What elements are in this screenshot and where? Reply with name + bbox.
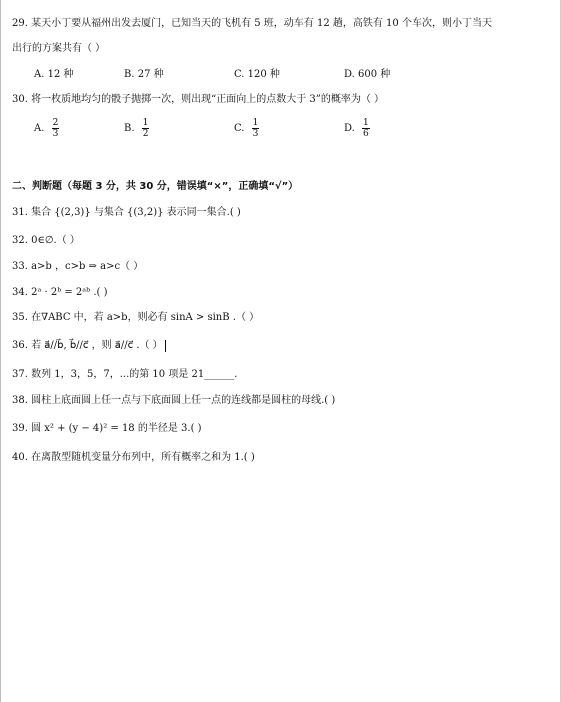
- fraction-numerator: 1: [142, 118, 149, 128]
- fraction-numerator: 2: [52, 118, 59, 128]
- q34: 34. 2ᵃ · 2ᵇ = 2ᵃᵇ .( ): [12, 287, 108, 298]
- fraction-denominator: 2: [142, 129, 149, 139]
- fraction-denominator: 6: [363, 129, 369, 139]
- fraction-denominator: 3: [252, 129, 259, 139]
- text-cursor: [165, 340, 166, 352]
- q30-option-c-label: C.: [234, 123, 245, 134]
- q33: 33. a>b ，c>b ⇒ a>c（ ）: [12, 261, 144, 272]
- q30-option-c-fraction: [252, 118, 260, 139]
- q35: 35. 在∇ABC 中，若 a>b，则必有 sinA > sinB .（ ）: [12, 312, 260, 323]
- q30-option-b-fraction: [142, 118, 150, 139]
- q36: 36. 若 a⃗//b⃗, b⃗//c⃗ ，则 a⃗//c⃗ .（ ）: [12, 340, 163, 351]
- q30-option-a-fraction: [52, 118, 60, 139]
- q30-option-d-label: D.: [344, 123, 355, 134]
- q30-option-b: [124, 118, 149, 139]
- q38: 38. 圆柱上底面圆上任一点与下底面圆上任一点的连线都是圆柱的母线.( ): [12, 395, 336, 406]
- q29-option-a: A. 12 种: [34, 69, 74, 80]
- q29-stem-line2: 出行的方案共有（ ）: [12, 43, 106, 54]
- q29-stem-line1: 29. 某天小丁要从福州出发去厦门，已知当天的飞机有 5 班，动车有 12 趟，高铁有 10 个车次，则小丁当天: [12, 18, 492, 29]
- q36-row: [12, 339, 166, 353]
- fraction-numerator: 1: [252, 118, 259, 128]
- q32: 32. 0∈∅.（ ）: [12, 235, 80, 246]
- q39: 39. 圆 x² + (y − 4)² = 18 的半径是 3.( ): [12, 423, 202, 434]
- fraction-denominator: 3: [52, 129, 59, 139]
- q30-option-a: [34, 118, 59, 139]
- q29-option-c: C. 120 种: [234, 69, 280, 80]
- q30-option-d: [344, 118, 370, 139]
- section-heading-judge: 二、判断题（每题 3 分，共 30 分，错误填“×”，正确填“√”）: [12, 181, 299, 192]
- q40: 40. 在离散型随机变量分布列中，所有概率之和为 1.( ): [12, 452, 255, 463]
- q29-option-b: B. 27 种: [124, 69, 164, 80]
- q30-option-d-fraction: [362, 118, 370, 139]
- q30-stem: 30. 将一枚质地均匀的骰子抛掷一次，则出现“正面向上的点数大于 3”的概率为（ ）: [12, 94, 385, 105]
- q37: 37. 数列 1，3，5，7，...的第 10 项是 21______.: [12, 369, 238, 380]
- q30-option-b-label: B.: [124, 123, 135, 134]
- q29-option-d: D. 600 种: [344, 69, 391, 80]
- fraction-numerator: 1: [363, 118, 369, 128]
- q30-option-a-label: A.: [34, 123, 45, 134]
- q31: 31. 集合 {(2,3)} 与集合 {(3,2)} 表示同一集合.( ): [12, 207, 241, 218]
- q30-option-c: [234, 118, 259, 139]
